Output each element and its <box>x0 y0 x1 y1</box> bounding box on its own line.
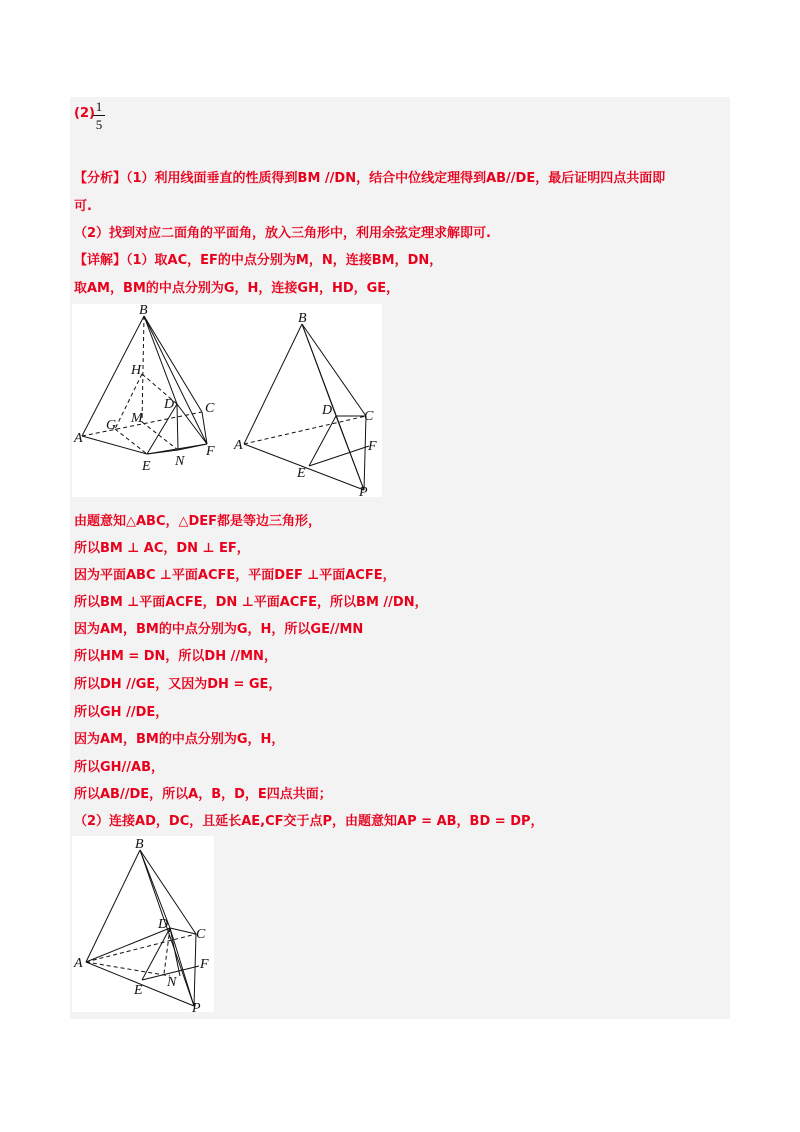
fig1-label-e: E <box>142 459 151 474</box>
detail-line-1: 【详解】（1）取AC，EF的中点分别为M，N，连接BM，DN， <box>74 253 443 268</box>
statement-8: 所以GH //DE， <box>74 705 169 720</box>
analysis-line-1b: 可. <box>74 199 92 214</box>
fig1-label-m: M <box>131 411 143 426</box>
figure-1-diagram <box>72 304 224 497</box>
figure-3 <box>72 836 214 1012</box>
fig2-label-f: F <box>368 439 377 454</box>
fig2-label-e: E <box>297 466 306 481</box>
part2-label: (2) <box>74 106 95 121</box>
fig3-label-d: D <box>158 917 169 932</box>
fig2-label-d: D <box>322 403 333 418</box>
statement-2: 所以BM ⊥ AC，DN ⊥ EF， <box>74 541 250 556</box>
fig1-label-a: A <box>74 431 83 446</box>
statement-3: 因为平面ABC ⊥平面ACFE，平面DEF ⊥平面ACFE， <box>74 568 396 583</box>
fig3-label-p: P <box>192 1001 201 1012</box>
statement-9: 因为AM，BM的中点分别为G，H， <box>74 732 285 747</box>
fig2-label-c: C <box>364 409 374 424</box>
fraction-numerator: 1 <box>95 99 103 114</box>
statement-1: 由题意知△ABC，△DEF都是等边三角形， <box>74 514 322 529</box>
statement-11: 所以AB//DE，所以A，B，D，E四点共面； <box>74 787 332 802</box>
analysis-line-2: （2）找到对应二面角的平面角，放入三角形中，利用余弦定理求解即可. <box>74 226 491 241</box>
fig3-label-c: C <box>196 927 206 942</box>
answer-fraction <box>93 99 105 132</box>
fig3-label-a: A <box>74 956 83 971</box>
statement-6: 所以HM = DN，所以DH //MN， <box>74 649 277 664</box>
fig3-label-b: B <box>135 837 144 852</box>
fig3-label-n: N <box>167 975 177 990</box>
fig1-label-h: H <box>131 363 142 378</box>
figure-2 <box>224 304 382 497</box>
fig1-label-f: F <box>206 444 215 459</box>
statement-5: 因为AM，BM的中点分别为G，H，所以GE//MN <box>74 622 364 637</box>
fig1-label-b: B <box>139 304 148 318</box>
detail-line-2: 取AM，BM的中点分别为G，H，连接GH，HD，GE， <box>74 281 400 296</box>
fig1-label-n: N <box>175 454 185 469</box>
statement-7: 所以DH //GE，又因为DH = GE， <box>74 677 282 692</box>
figure-3-diagram <box>72 836 214 1012</box>
fig1-label-g: G <box>106 418 117 433</box>
fig2-label-b: B <box>298 311 307 326</box>
fig3-label-f: F <box>200 957 209 972</box>
figure-2-diagram <box>224 304 382 497</box>
fig1-label-d: D <box>164 397 175 412</box>
fig3-label-e: E <box>134 983 143 998</box>
fraction-denominator: 5 <box>95 117 103 132</box>
fig2-label-a: A <box>234 438 243 453</box>
statement-12: （2）连接AD，DC，且延长AE,CF交于点P，由题意知AP = AB，BD = DP， <box>74 814 544 829</box>
fig1-label-c: C <box>205 401 215 416</box>
fig2-label-p: P <box>359 485 368 497</box>
statement-4: 所以BM ⊥平面ACFE，DN ⊥平面ACFE，所以BM //DN， <box>74 595 428 610</box>
analysis-line-1: 【分析】（1）利用线面垂直的性质得到BM //DN，结合中位线定理得到AB//DE，最后证明四点共面即 <box>74 171 666 186</box>
statement-10: 所以GH//AB， <box>74 760 165 775</box>
figure-1 <box>72 304 224 497</box>
